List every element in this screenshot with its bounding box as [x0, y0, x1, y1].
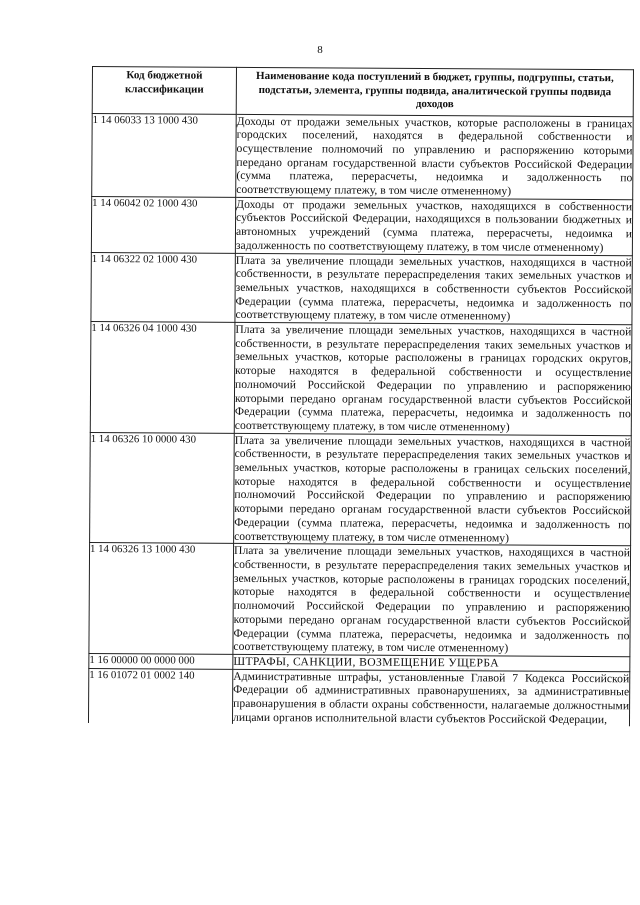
table-row [91, 196, 632, 255]
page-number: 8 [317, 44, 323, 56]
table-row [91, 252, 632, 325]
row-code: 1 16 00000 00 0000 000 [89, 653, 233, 669]
row-name: Административные штрафы, установленные Главой 7 Кодекса Российской Федерации об административных правонарушениях, за административные правонарушения в области охраны собственности, налагаемые должностными лицами органов исполнительной власти субъектов Российской Федерации, [232, 669, 630, 726]
row-name: Плата за увеличение площади земельных участков, находящихся в частной собственности, в результате перераспределения таких земельных участков и земельных участков, которые расположены в границах городских поселений, которые находятся в федеральной собственности и осуществление полномочий Российской Федерации по управлению и распоряжению которыми передано органам государственной власти субъектов Российской Федерации (сумма платежа, перерасчеты, недоимка и задолженность по соответствующему платежу, в том числе отмененному) [233, 544, 631, 655]
header-name: Наименование кода поступлений в бюджет, группы, подгруппы, статьи, подстатьи, элемента, группы подвида, аналитической группы подвида доходов [236, 67, 633, 116]
row-name: Доходы от продажи земельных участков, находящихся в собственности субъектов Российской Федерации, находящихся в пользовании бюджетных и автономных учреждений (сумма платежа, перерасчеты, недоимка и задолженность по соответствующему платежу, в том числе отмененному) [235, 197, 633, 254]
row-name: Доходы от продажи земельных участков, которые расположены в границах городских поселений, находятся в федеральной собственности и осуществление полномочий по управлению и распоряжению которыми передано органам государственной власти субъектов Российской Федерации (сумма платежа, перерасчеты, недоимка и задолженность по соответствующему платежу, в том числе отмененному) [236, 114, 633, 198]
table-row [90, 432, 632, 546]
row-name: ШТРАФЫ, САНКЦИИ, ВОЗМЕЩЕНИЕ УЩЕРБА [233, 654, 630, 671]
table-row [89, 543, 631, 657]
budget-classification-table [88, 66, 634, 727]
row-name: Плата за увеличение площади земельных участков, находящихся в частной собственности, в результате перераспределения таких земельных участков и земельных участков, которые расположены в границах сельских поселений, которые находятся в федеральной собственности и осуществление полномочий Российской Федерации по управлению и распоряжению которыми передано органам государственной власти субъектов Российской Федерации (сумма платежа, перерасчеты, недоимка и задолженность по соответствующему платежу, в том числе отмененному) [234, 433, 631, 545]
row-code: 1 14 06042 02 1000 430 [91, 196, 235, 253]
table-row [88, 668, 629, 727]
table-row [90, 322, 632, 436]
row-code: 1 14 06033 13 1000 430 [92, 113, 237, 197]
row-code: 1 14 06326 10 0000 430 [90, 432, 235, 544]
row-name: Плата за увеличение площади земельных участков, находящихся в частной собственности, в результате перераспределения таких земельных участков и земельных участков, находящихся в собственности субъектов Российской Федерации (сумма платежа, перерасчеты, недоимка и задолженность по соответствующему платежу, в том числе отмененному) [235, 253, 632, 323]
row-code: 1 14 06322 02 1000 430 [91, 252, 235, 322]
row-code: 1 16 01072 01 0002 140 [88, 668, 232, 724]
table-header-row [92, 67, 633, 117]
row-code: 1 14 06326 04 1000 430 [90, 322, 235, 434]
table-row [92, 113, 633, 200]
row-name: Плата за увеличение площади земельных участков, находящихся в частной собственности, в результате перераспределения таких земельных участков и земельных участков, которые расположены в границах городских округов, которые находятся в федеральной собственности и осуществление полномочий Российской Федерации по управлению и распоряжению которыми передано органам государственной власти субъектов Российской Федерации (сумма платежа, перерасчеты, недоимка и задолженность по соответствующему платежу, в том числе отмененному) [234, 322, 632, 434]
header-code: Код бюджетной классификации [92, 67, 236, 114]
row-code: 1 14 06326 13 1000 430 [89, 543, 234, 655]
